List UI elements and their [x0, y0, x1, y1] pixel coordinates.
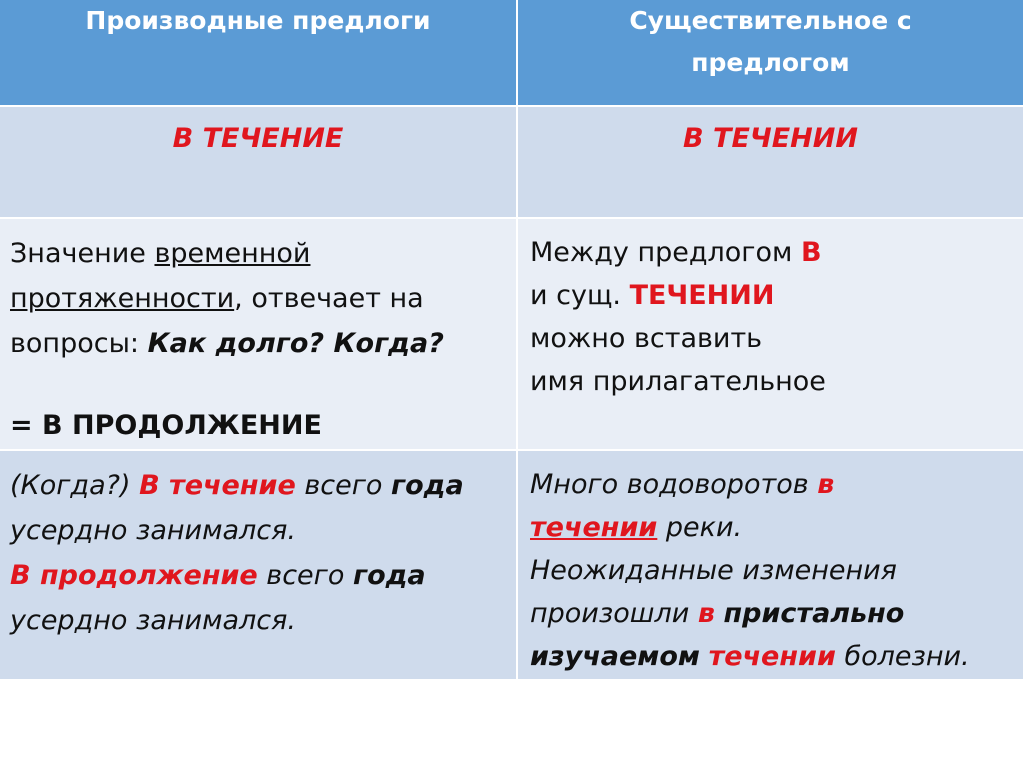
meaning-synonym: = В ПРОДОЛЖЕНИЕ	[10, 410, 322, 441]
header-right-line1: Существительное с	[629, 6, 912, 35]
noun-with-preposition-text: В ТЕЧЕНИИ	[683, 123, 858, 154]
example-left-line-4: усердно занимался.	[10, 605, 296, 636]
example-right-line-3: Неожиданные изменения	[530, 555, 897, 586]
cell-derived-preposition	[0, 106, 517, 218]
cell-meaning-right	[517, 218, 1024, 450]
header-left-text: Производные предлоги	[85, 6, 431, 35]
cell-meaning-left	[0, 218, 517, 450]
rule-line-2: и сущ. ТЕЧЕНИИ	[530, 280, 775, 311]
meaning-line-3: вопросы: Как долго? Когда?	[10, 328, 444, 359]
example-right-line-1: Много водоворотов в	[530, 469, 835, 500]
header-right-line2: предлогом	[691, 48, 850, 77]
rule-line-1: Между предлогом В	[530, 237, 822, 268]
header-left	[0, 0, 517, 106]
row-examples	[0, 450, 1024, 680]
derived-preposition-text: В ТЕЧЕНИЕ	[172, 123, 344, 154]
example-right-line-5: изучаемом течении болезни.	[530, 641, 970, 672]
example-right-line-2: течении реки.	[530, 512, 743, 543]
cell-examples-right	[517, 450, 1024, 680]
header-right	[517, 0, 1024, 106]
example-left-line-3: В продолжение всего года	[10, 560, 426, 591]
example-right-line-4: произошли в пристально	[530, 598, 905, 629]
meaning-line-2: протяженности, отвечает на	[10, 283, 424, 314]
cell-noun-with-preposition	[517, 106, 1024, 218]
rule-line-4: имя прилагательное	[530, 366, 826, 397]
rule-line-3: можно вставить	[530, 323, 763, 354]
header-row	[0, 0, 1024, 106]
cell-examples-left	[0, 450, 517, 680]
example-left-line-2: усердно занимался.	[10, 515, 296, 546]
row-meaning	[0, 218, 1024, 450]
row-prepositions	[0, 106, 1024, 218]
example-left-line-1: (Когда?) В течение всего года	[10, 470, 464, 501]
meaning-line-1: Значение временной	[10, 238, 311, 269]
